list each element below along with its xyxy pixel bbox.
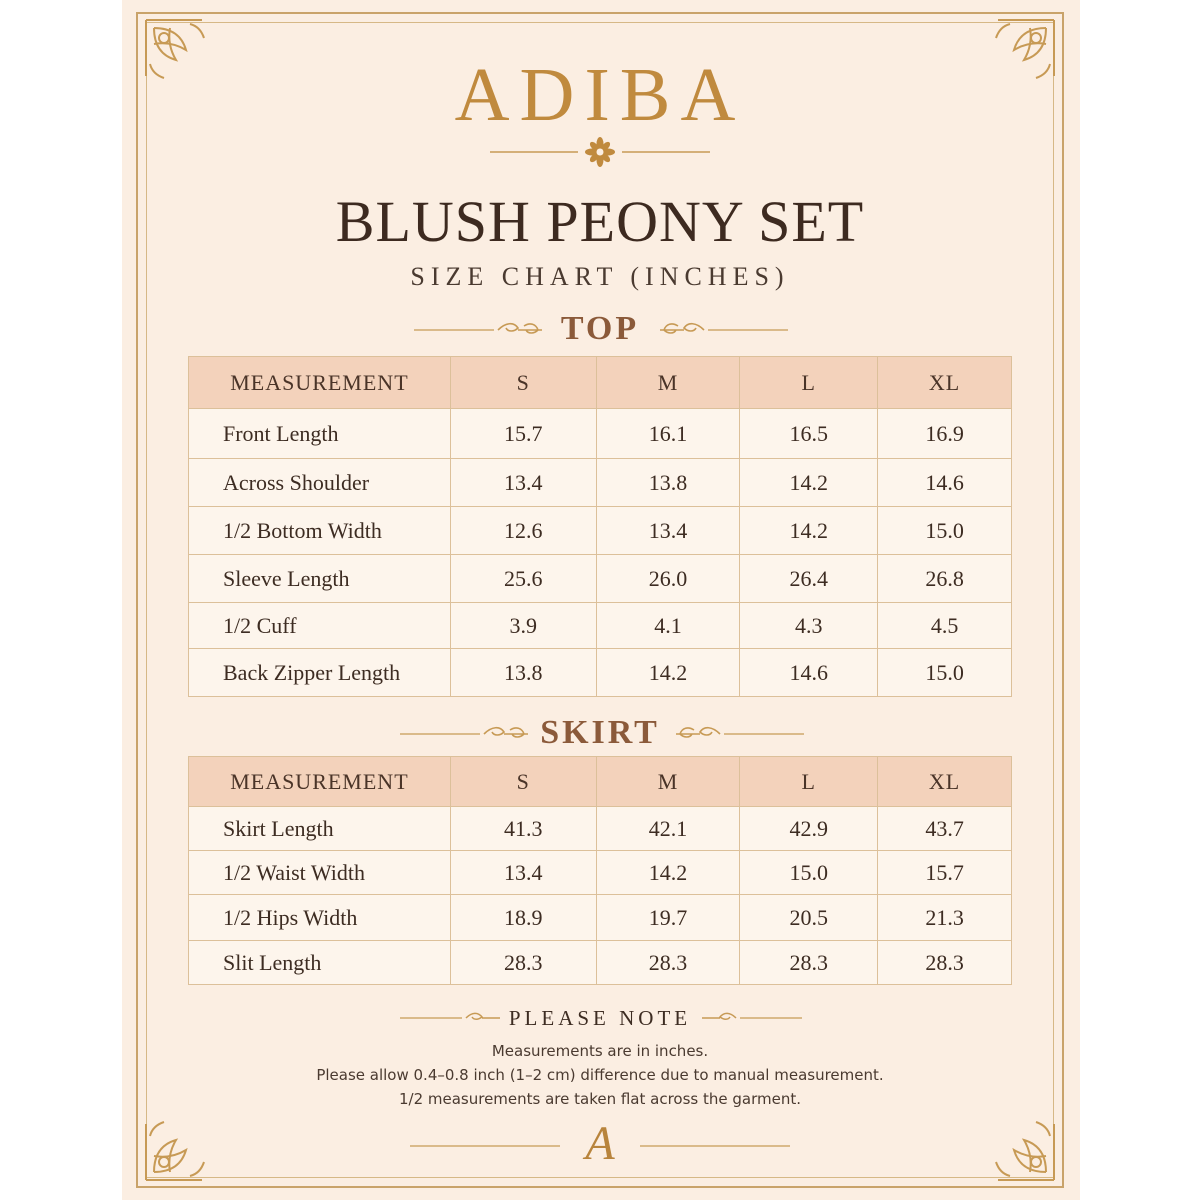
- cell-value: 4.1: [596, 603, 740, 649]
- table-row: [189, 851, 1012, 895]
- scroll-ornament-icon: [664, 722, 804, 746]
- cell-value: 13.4: [596, 507, 740, 555]
- cell-value: 14.2: [596, 649, 740, 697]
- column-header: M: [596, 357, 740, 409]
- cell-value: 41.3: [450, 807, 596, 851]
- cell-value: 4.5: [878, 603, 1012, 649]
- table-row: [189, 941, 1012, 985]
- cell-value: 3.9: [450, 603, 596, 649]
- cell-value: 26.4: [740, 555, 878, 603]
- cell-value: 26.8: [878, 555, 1012, 603]
- note-line: Please allow 0.4–0.8 inch (1–2 cm) difference due to manual measurement.: [316, 1066, 884, 1084]
- cell-value: 15.7: [878, 851, 1012, 895]
- row-label: 1/2 Hips Width: [189, 895, 451, 941]
- column-header: XL: [878, 357, 1012, 409]
- column-header: M: [596, 757, 740, 807]
- cell-value: 13.8: [450, 649, 596, 697]
- column-header: L: [740, 757, 878, 807]
- cell-value: 43.7: [878, 807, 1012, 851]
- cell-value: 19.7: [596, 895, 740, 941]
- row-label: 1/2 Cuff: [189, 603, 451, 649]
- cell-value: 15.0: [878, 507, 1012, 555]
- cell-value: 15.7: [450, 409, 596, 459]
- table-row: [189, 459, 1012, 507]
- column-header: MEASUREMENT: [189, 757, 451, 807]
- cell-value: 18.9: [450, 895, 596, 941]
- row-label: Skirt Length: [189, 807, 451, 851]
- row-label: Sleeve Length: [189, 555, 451, 603]
- row-label: Back Zipper Length: [189, 649, 451, 697]
- cell-value: 14.2: [596, 851, 740, 895]
- table-row: [189, 649, 1012, 697]
- scroll-ornament-icon: [692, 1008, 802, 1028]
- brand-logo: ADIBA: [454, 53, 746, 137]
- cell-value: 25.6: [450, 555, 596, 603]
- note-line: 1/2 measurements are taken flat across the garment.: [398, 1090, 802, 1108]
- cell-value: 15.0: [740, 851, 878, 895]
- row-label: 1/2 Waist Width: [189, 851, 451, 895]
- table-row: [189, 555, 1012, 603]
- scroll-ornament-icon: [648, 318, 788, 342]
- page-subtitle: SIZE CHART (INCHES): [410, 262, 790, 291]
- page-title: BLUSH PEONY SET: [335, 189, 865, 254]
- table-row: [189, 507, 1012, 555]
- cell-value: 14.2: [740, 459, 878, 507]
- cell-value: 21.3: [878, 895, 1012, 941]
- cell-value: 42.9: [740, 807, 878, 851]
- top-size-table: [188, 356, 1012, 697]
- skirt-size-table: [188, 756, 1012, 985]
- cell-value: 14.2: [740, 507, 878, 555]
- column-header: MEASUREMENT: [189, 357, 451, 409]
- cell-value: 20.5: [740, 895, 878, 941]
- section-title-skirt: SKIRT: [540, 714, 660, 751]
- column-header: S: [450, 757, 596, 807]
- row-label: Slit Length: [189, 941, 451, 985]
- table-header-row: [189, 357, 1012, 409]
- note-line: Measurements are in inches.: [491, 1042, 709, 1060]
- cell-value: 16.1: [596, 409, 740, 459]
- column-header: S: [450, 357, 596, 409]
- row-label: 1/2 Bottom Width: [189, 507, 451, 555]
- cell-value: 28.3: [450, 941, 596, 985]
- monogram-logo: A: [585, 1117, 615, 1170]
- cell-value: 26.0: [596, 555, 740, 603]
- cell-value: 28.3: [596, 941, 740, 985]
- section-title-top: TOP: [560, 310, 640, 347]
- cell-value: 4.3: [740, 603, 878, 649]
- cell-value: 13.4: [450, 851, 596, 895]
- table-row: [189, 807, 1012, 851]
- table-header-row: [189, 757, 1012, 807]
- cell-value: 42.1: [596, 807, 740, 851]
- note-title: PLEASE NOTE: [508, 1006, 692, 1030]
- column-header: L: [740, 357, 878, 409]
- table-row: [189, 409, 1012, 459]
- cell-value: 13.8: [596, 459, 740, 507]
- cell-value: 14.6: [740, 649, 878, 697]
- column-header: XL: [878, 757, 1012, 807]
- flower-divider-icon: [490, 136, 710, 168]
- cell-value: 16.9: [878, 409, 1012, 459]
- table-row: [189, 895, 1012, 941]
- cell-value: 12.6: [450, 507, 596, 555]
- row-label: Across Shoulder: [189, 459, 451, 507]
- cell-value: 14.6: [878, 459, 1012, 507]
- cell-value: 13.4: [450, 459, 596, 507]
- cell-value: 28.3: [878, 941, 1012, 985]
- cell-value: 15.0: [878, 649, 1012, 697]
- cell-value: 16.5: [740, 409, 878, 459]
- cell-value: 28.3: [740, 941, 878, 985]
- row-label: Front Length: [189, 409, 451, 459]
- table-row: [189, 603, 1012, 649]
